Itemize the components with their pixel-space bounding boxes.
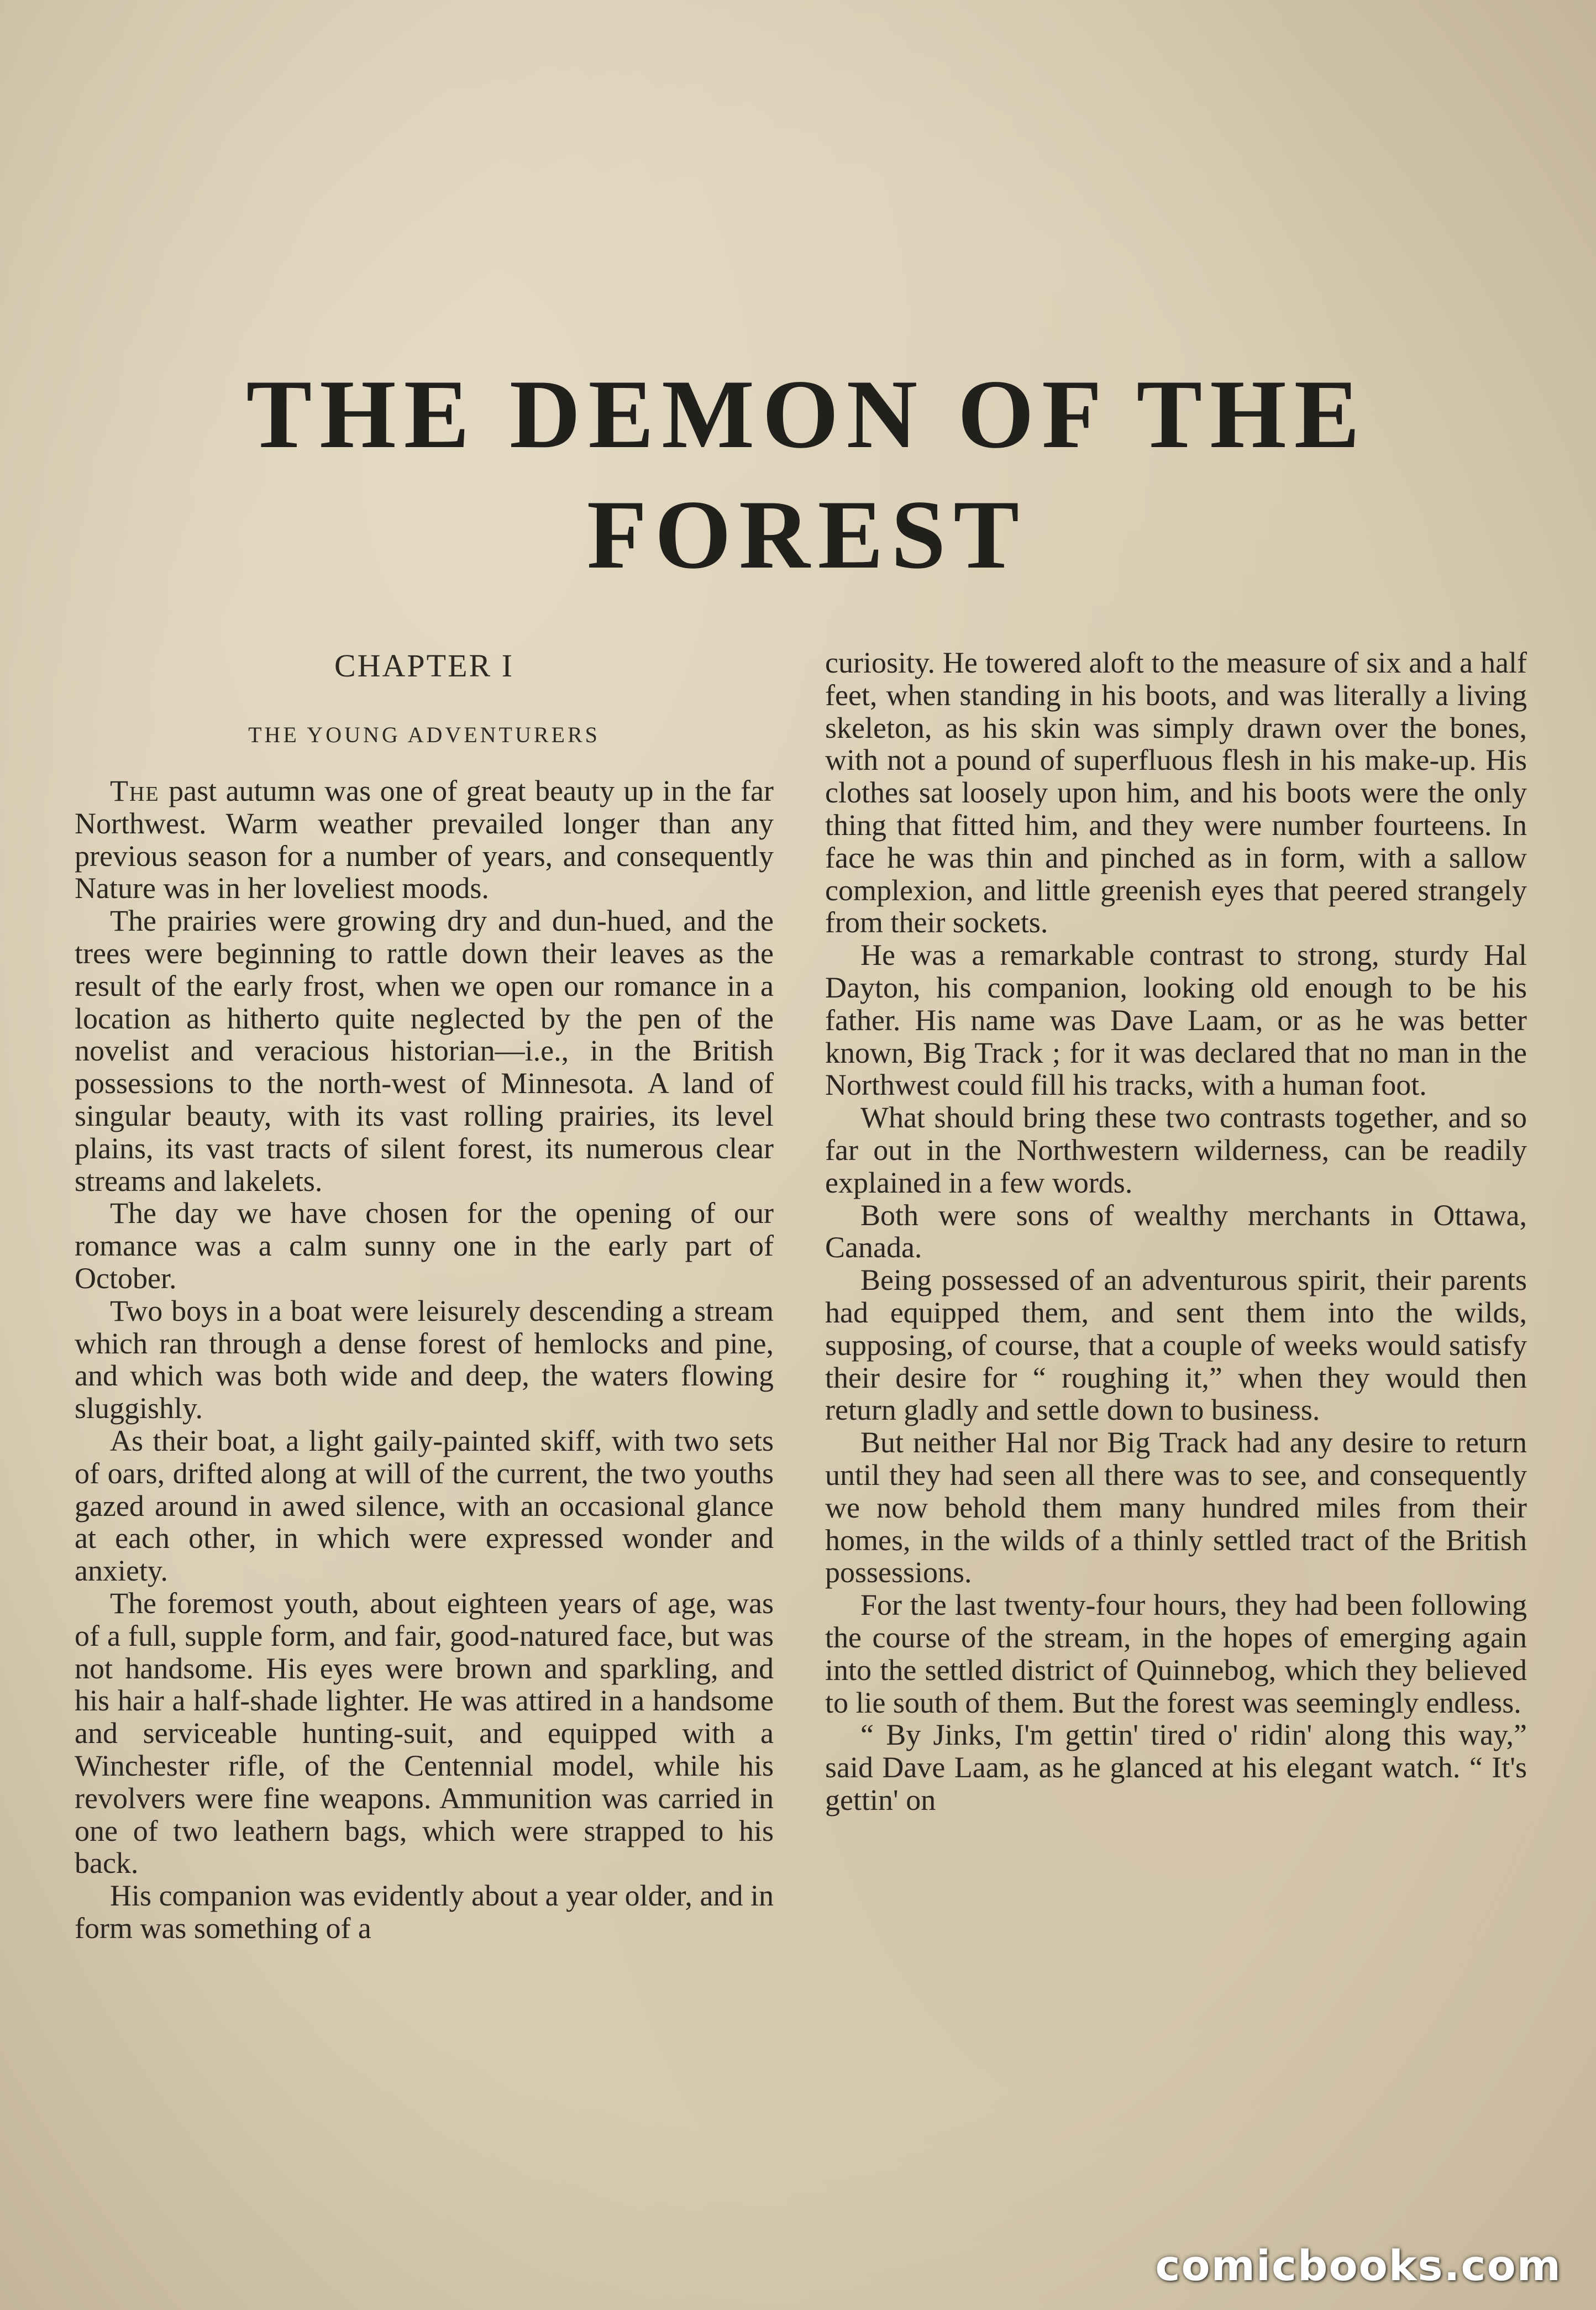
continued-paragraph: curiosity. He towered aloft to the measure of six and a half feet, when standing in his boots, and was literally a living skeleton, as his skin was simply drawn over the bones, with not a pound of superfluous flesh in his make-up. His clothes sat loosely upon him, and his boots were the only thing that fitted him, and they were number fourteens. In face he was thin and pinched as in form, with a sallow complexion, and little greenish eyes that peered strangely from their sockets. [825, 646, 1527, 939]
paragraph: Two boys in a boat were leisurely descending a stream which ran through a dense forest of hemlocks and pine, and which was both wide and deep, the waters flowing sluggishly. [75, 1294, 774, 1425]
paragraph: “ By Jinks, I'm gettin' tired o' ridin' along this way,” said Dave Laam, as he glanced at his elegant watch. “ It's gettin' on [825, 1718, 1527, 1817]
title-line-1: THE DEMON OF THE [246, 359, 1368, 469]
paragraph: But neither Hal nor Big Track had any desire to return until they had seen all there was to see, and consequently we now behold them many hundred miles from their homes, in the wilds of a thinly settled tract of the British possessions. [825, 1426, 1527, 1589]
paragraph: The foremost youth, about eighteen years of age, was of a full, supple form, and fair, good-natured face, but was not handsome. His eyes were brown and sparkling, and his hair a half-shade lighter. He was attired in a handsome and serviceable hunting-suit, and equipped with a Winchester rifle, of the Centennial model, while his revolvers were fine weapons. Ammunition was carried in one of two leathern bags, which were strapped to his back. [75, 1586, 774, 1880]
site-watermark: comicbooks.com [1155, 2241, 1562, 2290]
title-line-2: FOREST [586, 480, 1027, 589]
paragraph: As their boat, a light gaily-painted skiff, with two sets of oars, drifted along at will of the current, the two youths gazed around in awed silence, with an occasional glance at each other, in which were expressed wonder and anxiety. [75, 1424, 774, 1588]
paragraph: He was a remarkable contrast to strong, sturdy Hal Dayton, his companion, looking old enough to be his father. His name was Dave Laam, or as he was better known, Big Track ; for it was declared that no man in the Northwest could fill his tracks, with a human foot. [825, 938, 1527, 1102]
opening-paragraph-text: past autumn was one of great beauty up in the far Northwest. Warm weather prevailed longer than any previous season for a number of years, and consequently Nature was in her loveliest moods. [75, 774, 774, 905]
opening-paragraph [75, 775, 774, 905]
paragraph: His companion was evidently about a year older, and in form was something of a [75, 1879, 774, 1945]
paragraph: Both were sons of wealthy merchants in Ottawa, Canada. [825, 1198, 1527, 1264]
story-title [111, 354, 1503, 595]
paragraph: What should bring these two contrasts together, and so far out in the Northwestern wilderness, can be readily explained in a few words. [825, 1101, 1527, 1199]
chapter-subheading: THE YOUNG ADVENTURERS [248, 722, 600, 747]
paragraph: For the last twenty-four hours, they had been following the course of the stream, in the hopes of emerging again into the settled district of Quinnebog, which they believed to lie south of them. But the forest was seemingly endless. [825, 1588, 1527, 1719]
left-column [75, 647, 774, 1945]
drop-word: The [110, 774, 160, 807]
chapter-heading: CHAPTER I [334, 648, 514, 684]
paragraph: The prairies were growing dry and dun-hued, and the trees were beginning to rattle down their leaves as the result of the early frost, when we open our romance in a location as hitherto quite neglected by the pen of the novelist and veracious historian—i.e., in the British possessions to the north-west of Minnesota. A land of singular beauty, with its vast rolling prairies, its level plains, its vast tracts of silent forest, its numerous clear streams and lakelets. [75, 904, 774, 1198]
paragraph: The day we have chosen for the opening of our romance was a calm sunny one in the early part of October. [75, 1196, 774, 1295]
right-column [825, 647, 1527, 1817]
paragraph: Being possessed of an adventurous spirit, their parents had equipped them, and sent them into the wilds, supposing, of course, that a couple of weeks would satisfy their desire for “ roughing it,” when they would then return gladly and settle down to business. [825, 1263, 1527, 1427]
